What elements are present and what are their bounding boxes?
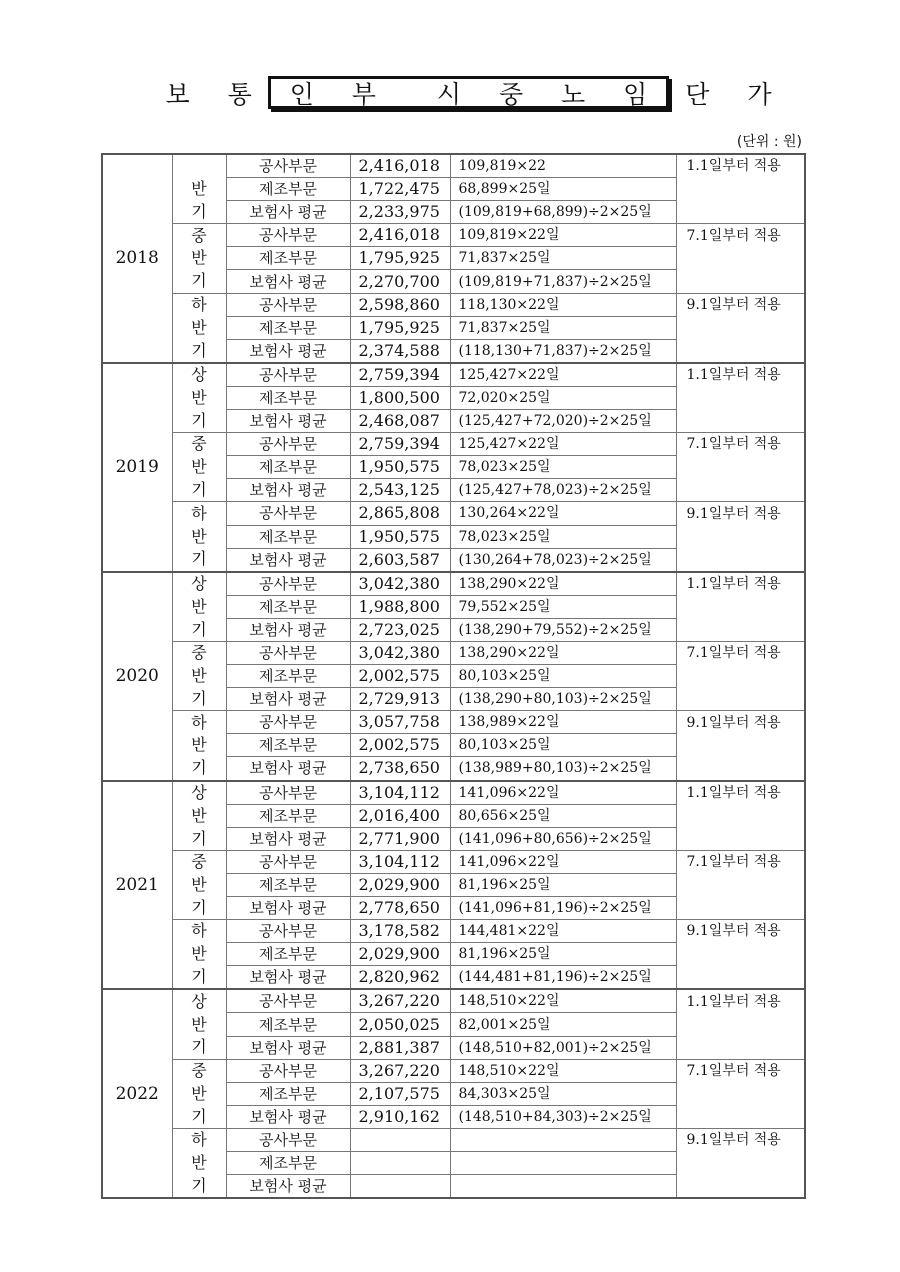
table-row xyxy=(102,711,805,734)
note-cell: 7.1일부터 적용 xyxy=(676,641,805,664)
sector-cell: 제조부문 xyxy=(226,943,350,966)
amount-cell: 2,374,588 xyxy=(350,339,450,363)
note-cell: 7.1일부터 적용 xyxy=(676,224,805,247)
sector-cell: 공사부문 xyxy=(226,641,350,664)
formula-cell: 71,837×25일 xyxy=(450,247,676,270)
wage-table xyxy=(101,153,806,1199)
note-cell xyxy=(676,456,805,479)
sector-cell: 제조부문 xyxy=(226,456,350,479)
note-cell xyxy=(676,618,805,641)
sector-cell: 보험사 평균 xyxy=(226,548,350,572)
half-label-cell: 하 xyxy=(172,920,226,943)
table-row xyxy=(102,572,805,596)
amount-cell: 3,104,112 xyxy=(350,781,450,805)
amount-cell: 2,729,913 xyxy=(350,688,450,711)
formula-cell: 84,303×25일 xyxy=(450,1082,676,1105)
table-row xyxy=(102,1013,805,1036)
formula-cell: (109,819+68,899)÷2×25일 xyxy=(450,201,676,224)
half-label-cell: 기 xyxy=(172,897,226,920)
sector-cell: 공사부문 xyxy=(226,433,350,456)
formula-cell: (125,427+78,023)÷2×25일 xyxy=(450,479,676,502)
formula-cell: 78,023×25일 xyxy=(450,525,676,548)
half-label-cell: 기 xyxy=(172,1036,226,1059)
formula-cell: (141,096+81,196)÷2×25일 xyxy=(450,897,676,920)
note-cell: 1.1일부터 적용 xyxy=(676,989,805,1013)
amount-cell: 2,029,900 xyxy=(350,943,450,966)
sector-cell: 공사부문 xyxy=(226,850,350,873)
note-cell: 9.1일부터 적용 xyxy=(676,1128,805,1151)
note-cell xyxy=(676,525,805,548)
amount-cell: 3,042,380 xyxy=(350,641,450,664)
table-row xyxy=(102,827,805,850)
table-row xyxy=(102,224,805,247)
half-label-cell: 기 xyxy=(172,966,226,990)
table-row xyxy=(102,339,805,363)
table-row xyxy=(102,850,805,873)
amount-cell: 2,416,018 xyxy=(350,154,450,178)
half-label-cell: 하 xyxy=(172,1128,226,1151)
amount-cell: 2,881,387 xyxy=(350,1036,450,1059)
wage-table-body xyxy=(102,154,805,1198)
amount-cell: 1,795,925 xyxy=(350,316,450,339)
table-row xyxy=(102,873,805,896)
formula-cell: 148,510×22일 xyxy=(450,1059,676,1082)
table-row xyxy=(102,688,805,711)
year-cell: 2022 xyxy=(102,989,172,1198)
formula-cell: 144,481×22일 xyxy=(450,920,676,943)
sector-cell: 보험사 평균 xyxy=(226,1175,350,1199)
amount-cell: 2,778,650 xyxy=(350,897,450,920)
formula-cell: 109,819×22일 xyxy=(450,224,676,247)
sector-cell: 제조부문 xyxy=(226,525,350,548)
formula-cell: 141,096×22일 xyxy=(450,781,676,805)
table-row xyxy=(102,293,805,316)
table-row xyxy=(102,734,805,757)
amount-cell: 2,820,962 xyxy=(350,966,450,990)
year-cell: 2018 xyxy=(102,154,172,363)
table-row xyxy=(102,386,805,409)
sector-cell: 보험사 평균 xyxy=(226,1036,350,1059)
half-label-cell: 반 xyxy=(172,804,226,827)
formula-cell: 141,096×22일 xyxy=(450,850,676,873)
note-cell xyxy=(676,1082,805,1105)
formula-cell: 125,427×22일 xyxy=(450,363,676,387)
half-label-cell: 반 xyxy=(172,873,226,896)
amount-cell: 3,104,112 xyxy=(350,850,450,873)
unit-label: (단위 : 원) xyxy=(736,134,802,150)
sector-cell: 공사부문 xyxy=(226,781,350,805)
note-cell: 9.1일부터 적용 xyxy=(676,502,805,525)
table-row xyxy=(102,1175,805,1199)
table-row xyxy=(102,804,805,827)
sector-cell: 제조부문 xyxy=(226,873,350,896)
table-row xyxy=(102,1152,805,1175)
note-cell xyxy=(676,1175,805,1199)
formula-cell: 138,290×22일 xyxy=(450,641,676,664)
note-cell xyxy=(676,873,805,896)
formula-cell: (118,130+71,837)÷2×25일 xyxy=(450,339,676,363)
amount-cell: 1,800,500 xyxy=(350,386,450,409)
amount-cell: 1,950,575 xyxy=(350,525,450,548)
formula-cell: (148,510+82,001)÷2×25일 xyxy=(450,1036,676,1059)
note-cell xyxy=(676,897,805,920)
formula-cell: 79,552×25일 xyxy=(450,595,676,618)
formula-cell: 82,001×25일 xyxy=(450,1013,676,1036)
table-row xyxy=(102,247,805,270)
formula-cell: 130,264×22일 xyxy=(450,502,676,525)
table-row xyxy=(102,548,805,572)
note-cell xyxy=(676,410,805,433)
sector-cell: 보험사 평균 xyxy=(226,966,350,990)
amount-cell: 2,759,394 xyxy=(350,363,450,387)
table-row xyxy=(102,1128,805,1151)
table-row xyxy=(102,641,805,664)
note-cell xyxy=(676,1105,805,1128)
table-row xyxy=(102,989,805,1013)
formula-cell: 81,196×25일 xyxy=(450,873,676,896)
sector-cell: 보험사 평균 xyxy=(226,618,350,641)
formula-cell: 125,427×22일 xyxy=(450,433,676,456)
amount-cell: 2,771,900 xyxy=(350,827,450,850)
sector-cell: 공사부문 xyxy=(226,989,350,1013)
note-cell xyxy=(676,734,805,757)
half-label-cell: 반 xyxy=(172,316,226,339)
sector-cell: 보험사 평균 xyxy=(226,1105,350,1128)
table-row xyxy=(102,502,805,525)
formula-cell: (138,290+79,552)÷2×25일 xyxy=(450,618,676,641)
half-label-cell: 기 xyxy=(172,339,226,363)
table-row xyxy=(102,433,805,456)
amount-cell: 2,598,860 xyxy=(350,293,450,316)
amount-cell: 1,988,800 xyxy=(350,595,450,618)
amount-cell: 3,042,380 xyxy=(350,572,450,596)
formula-cell: (138,989+80,103)÷2×25일 xyxy=(450,757,676,781)
sector-cell: 공사부문 xyxy=(226,1059,350,1082)
amount-cell xyxy=(350,1175,450,1199)
amount-cell: 2,723,025 xyxy=(350,618,450,641)
half-label-cell: 반 xyxy=(172,386,226,409)
sector-cell: 보험사 평균 xyxy=(226,757,350,781)
half-label-cell: 하 xyxy=(172,293,226,316)
table-row xyxy=(102,154,805,178)
sector-cell: 공사부문 xyxy=(226,502,350,525)
table-row xyxy=(102,966,805,990)
note-cell xyxy=(676,943,805,966)
amount-cell: 2,416,018 xyxy=(350,224,450,247)
formula-cell: 80,656×25일 xyxy=(450,804,676,827)
amount-cell: 2,050,025 xyxy=(350,1013,450,1036)
half-label-cell: 기 xyxy=(172,410,226,433)
table-row xyxy=(102,363,805,387)
table-row xyxy=(102,920,805,943)
table-row xyxy=(102,1082,805,1105)
sector-cell: 제조부문 xyxy=(226,316,350,339)
sector-cell: 공사부문 xyxy=(226,572,350,596)
formula-cell: 78,023×25일 xyxy=(450,456,676,479)
half-label-cell: 반 xyxy=(172,665,226,688)
note-cell xyxy=(676,804,805,827)
half-label-cell: 반 xyxy=(172,1082,226,1105)
formula-cell: (144,481+81,196)÷2×25일 xyxy=(450,966,676,990)
note-cell xyxy=(676,178,805,201)
sector-cell: 공사부문 xyxy=(226,711,350,734)
formula-cell: (141,096+80,656)÷2×25일 xyxy=(450,827,676,850)
note-cell: 9.1일부터 적용 xyxy=(676,920,805,943)
sector-cell: 제조부문 xyxy=(226,178,350,201)
amount-cell: 1,795,925 xyxy=(350,247,450,270)
table-row xyxy=(102,1105,805,1128)
formula-cell: (148,510+84,303)÷2×25일 xyxy=(450,1105,676,1128)
sector-cell: 보험사 평균 xyxy=(226,410,350,433)
half-label-cell: 반 xyxy=(172,247,226,270)
amount-cell: 2,270,700 xyxy=(350,270,450,293)
formula-cell: 109,819×22 xyxy=(450,154,676,178)
sector-cell: 공사부문 xyxy=(226,293,350,316)
sector-cell: 보험사 평균 xyxy=(226,201,350,224)
sector-cell: 보험사 평균 xyxy=(226,270,350,293)
amount-cell: 2,468,087 xyxy=(350,410,450,433)
half-label-cell: 반 xyxy=(172,595,226,618)
note-cell xyxy=(676,1013,805,1036)
sector-cell: 제조부문 xyxy=(226,1013,350,1036)
table-row xyxy=(102,665,805,688)
amount-cell: 2,910,162 xyxy=(350,1105,450,1128)
formula-cell: (109,819+71,837)÷2×25일 xyxy=(450,270,676,293)
formula-cell: 118,130×22일 xyxy=(450,293,676,316)
half-label-cell: 기 xyxy=(172,618,226,641)
table-row xyxy=(102,897,805,920)
half-label-cell: 하 xyxy=(172,502,226,525)
amount-cell: 1,722,475 xyxy=(350,178,450,201)
note-cell xyxy=(676,201,805,224)
half-label-cell: 기 xyxy=(172,1175,226,1199)
year-cell: 2020 xyxy=(102,572,172,781)
note-cell: 1.1일부터 적용 xyxy=(676,572,805,596)
sector-cell: 제조부문 xyxy=(226,247,350,270)
amount-cell: 2,603,587 xyxy=(350,548,450,572)
sector-cell: 보험사 평균 xyxy=(226,479,350,502)
note-cell xyxy=(676,966,805,990)
formula-cell: 80,103×25일 xyxy=(450,665,676,688)
amount-cell: 2,029,900 xyxy=(350,873,450,896)
note-cell xyxy=(676,339,805,363)
amount-cell: 2,233,975 xyxy=(350,201,450,224)
formula-cell: (138,290+80,103)÷2×25일 xyxy=(450,688,676,711)
note-cell xyxy=(676,665,805,688)
note-cell xyxy=(676,548,805,572)
note-cell xyxy=(676,688,805,711)
note-cell: 1.1일부터 적용 xyxy=(676,363,805,387)
half-label-cell: 기 xyxy=(172,479,226,502)
formula-cell: 71,837×25일 xyxy=(450,316,676,339)
half-label-cell: 상 xyxy=(172,781,226,805)
amount-cell: 2,543,125 xyxy=(350,479,450,502)
page-title: 보 통 인 부 시 중 노 임 단 가 xyxy=(268,76,669,109)
table-row xyxy=(102,316,805,339)
table-row xyxy=(102,479,805,502)
table-row xyxy=(102,618,805,641)
sector-cell: 공사부문 xyxy=(226,920,350,943)
formula-cell xyxy=(450,1152,676,1175)
table-row xyxy=(102,201,805,224)
table-row xyxy=(102,410,805,433)
formula-cell xyxy=(450,1175,676,1199)
half-label-cell: 반 xyxy=(172,525,226,548)
formula-cell: 148,510×22일 xyxy=(450,989,676,1013)
amount-cell: 1,950,575 xyxy=(350,456,450,479)
note-cell xyxy=(676,1152,805,1175)
sector-cell: 제조부문 xyxy=(226,804,350,827)
sector-cell: 제조부문 xyxy=(226,386,350,409)
half-label-cell: 기 xyxy=(172,757,226,781)
note-cell xyxy=(676,827,805,850)
amount-cell: 3,178,582 xyxy=(350,920,450,943)
note-cell xyxy=(676,1036,805,1059)
amount-cell: 2,759,394 xyxy=(350,433,450,456)
half-label-cell: 기 xyxy=(172,201,226,224)
half-label-cell: 기 xyxy=(172,827,226,850)
half-label-cell xyxy=(172,154,226,178)
sector-cell: 공사부문 xyxy=(226,363,350,387)
formula-cell: (125,427+72,020)÷2×25일 xyxy=(450,410,676,433)
half-label-cell: 반 xyxy=(172,1152,226,1175)
table-row xyxy=(102,456,805,479)
table-row xyxy=(102,595,805,618)
half-label-cell: 상 xyxy=(172,572,226,596)
half-label-cell: 중 xyxy=(172,850,226,873)
note-cell xyxy=(676,479,805,502)
half-label-cell: 중 xyxy=(172,1059,226,1082)
note-cell: 9.1일부터 적용 xyxy=(676,293,805,316)
half-label-cell: 중 xyxy=(172,641,226,664)
note-cell xyxy=(676,757,805,781)
formula-cell: 68,899×25일 xyxy=(450,178,676,201)
half-label-cell: 상 xyxy=(172,363,226,387)
amount-cell xyxy=(350,1128,450,1151)
sector-cell: 공사부문 xyxy=(226,154,350,178)
half-label-cell: 기 xyxy=(172,1105,226,1128)
sector-cell: 보험사 평균 xyxy=(226,897,350,920)
table-row xyxy=(102,757,805,781)
sector-cell: 보험사 평균 xyxy=(226,827,350,850)
formula-cell: (130,264+78,023)÷2×25일 xyxy=(450,548,676,572)
note-cell xyxy=(676,316,805,339)
formula-cell: 81,196×25일 xyxy=(450,943,676,966)
year-cell: 2019 xyxy=(102,363,172,572)
half-label-cell: 반 xyxy=(172,456,226,479)
sector-cell: 공사부문 xyxy=(226,224,350,247)
note-cell xyxy=(676,270,805,293)
formula-cell: 138,290×22일 xyxy=(450,572,676,596)
note-cell: 9.1일부터 적용 xyxy=(676,711,805,734)
half-label-cell: 중 xyxy=(172,433,226,456)
note-cell: 1.1일부터 적용 xyxy=(676,781,805,805)
half-label-cell: 반 xyxy=(172,178,226,201)
table-row xyxy=(102,1036,805,1059)
half-label-cell: 상 xyxy=(172,989,226,1013)
amount-cell: 2,865,808 xyxy=(350,502,450,525)
amount-cell: 2,016,400 xyxy=(350,804,450,827)
sector-cell: 제조부문 xyxy=(226,1082,350,1105)
half-label-cell: 기 xyxy=(172,270,226,293)
note-cell: 1.1일부터 적용 xyxy=(676,154,805,178)
note-cell xyxy=(676,595,805,618)
amount-cell: 2,738,650 xyxy=(350,757,450,781)
formula-cell: 80,103×25일 xyxy=(450,734,676,757)
half-label-cell: 하 xyxy=(172,711,226,734)
sector-cell: 보험사 평균 xyxy=(226,339,350,363)
note-cell: 7.1일부터 적용 xyxy=(676,1059,805,1082)
amount-cell: 3,267,220 xyxy=(350,1059,450,1082)
formula-cell: 72,020×25일 xyxy=(450,386,676,409)
amount-cell: 2,002,575 xyxy=(350,665,450,688)
amount-cell: 2,002,575 xyxy=(350,734,450,757)
half-label-cell: 중 xyxy=(172,224,226,247)
sector-cell: 보험사 평균 xyxy=(226,688,350,711)
amount-cell: 2,107,575 xyxy=(350,1082,450,1105)
sector-cell: 제조부문 xyxy=(226,1152,350,1175)
sector-cell: 제조부문 xyxy=(226,595,350,618)
table-row xyxy=(102,943,805,966)
table-row xyxy=(102,525,805,548)
amount-cell xyxy=(350,1152,450,1175)
formula-cell xyxy=(450,1128,676,1151)
half-label-cell: 반 xyxy=(172,943,226,966)
amount-cell: 3,057,758 xyxy=(350,711,450,734)
table-row xyxy=(102,1059,805,1082)
note-cell: 7.1일부터 적용 xyxy=(676,433,805,456)
table-row xyxy=(102,178,805,201)
note-cell xyxy=(676,386,805,409)
year-cell: 2021 xyxy=(102,781,172,990)
half-label-cell: 기 xyxy=(172,688,226,711)
formula-cell: 138,989×22일 xyxy=(450,711,676,734)
sector-cell: 공사부문 xyxy=(226,1128,350,1151)
table-row xyxy=(102,781,805,805)
sector-cell: 제조부문 xyxy=(226,665,350,688)
half-label-cell: 반 xyxy=(172,734,226,757)
half-label-cell: 기 xyxy=(172,548,226,572)
half-label-cell: 반 xyxy=(172,1013,226,1036)
sector-cell: 제조부문 xyxy=(226,734,350,757)
table-row xyxy=(102,270,805,293)
note-cell: 7.1일부터 적용 xyxy=(676,850,805,873)
amount-cell: 3,267,220 xyxy=(350,989,450,1013)
note-cell xyxy=(676,247,805,270)
